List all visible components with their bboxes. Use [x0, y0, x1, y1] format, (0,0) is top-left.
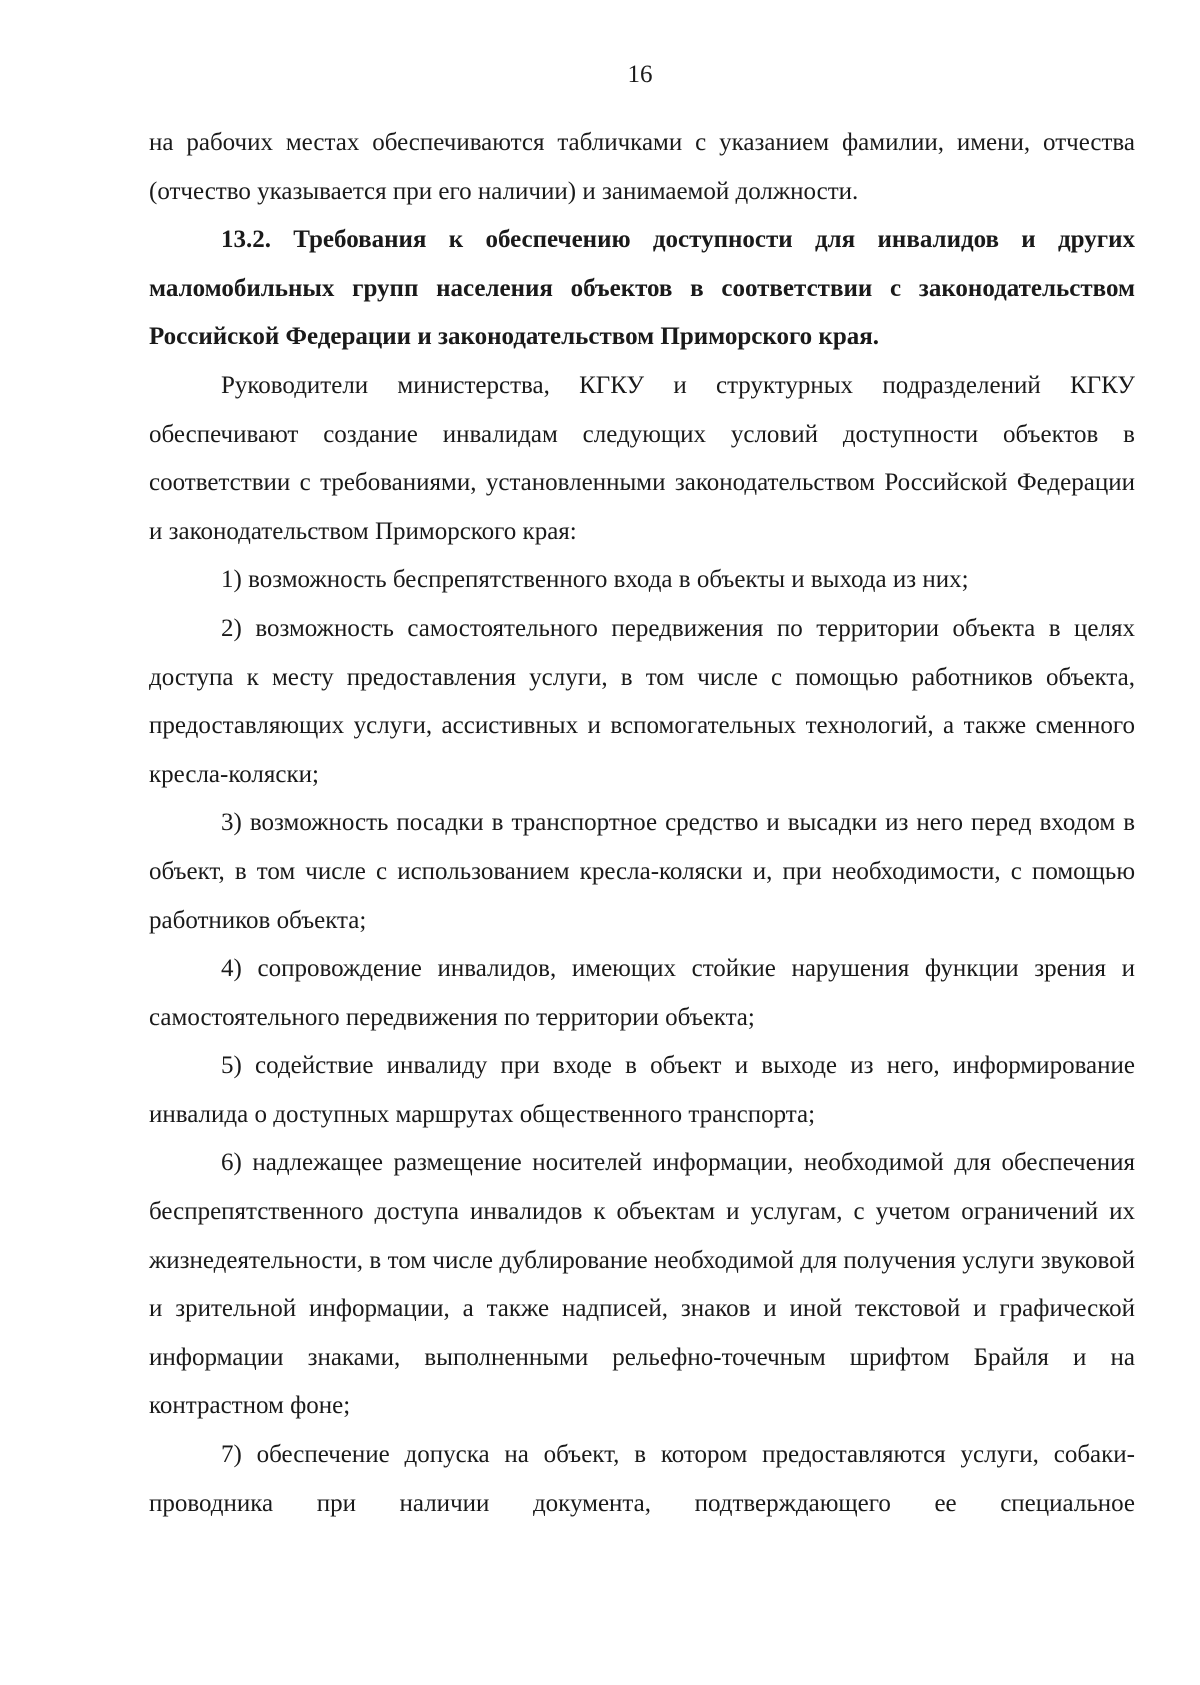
section-heading: 13.2. Требования к обеспечению доступности для инвалидов и других маломобильных групп населения объектов в соответствии с законодательством Российской Федерации и законодательством Приморского края.: [149, 226, 1135, 351]
document-body: [149, 119, 1135, 1528]
paragraph-continuation: на рабочих местах обеспечиваются табличками с указанием фамилии, имени, отчества (отчество указывается при его наличии) и занимаемой должности.: [149, 129, 1135, 205]
list-item-5: 5) содействие инвалиду при входе в объект и выходе из него, информирование инвалида о доступных маршрутах общественного транспорта;: [149, 1052, 1135, 1128]
list-item-2: 2) возможность самостоятельного передвижения по территории объекта в целях доступа к месту предоставления услуги, в том числе с помощью работников объекта, предоставляющих услуги, ассистивных и вспомогательных технологий, а также сменного кресла-коляски;: [149, 614, 1135, 788]
list-item-4: 4) сопровождение инвалидов, имеющих стойкие нарушения функции зрения и самостоятельного передвижения по территории объекта;: [149, 955, 1135, 1031]
paragraph-intro: Руководители министерства, КГКУ и структурных подразделений КГКУ обеспечивают создание инвалидам следующих условий доступности объектов в соответствии с требованиями, установленными законодательством Российской Федерации и законодательством Приморского края:: [149, 371, 1135, 545]
list-item-1: 1) возможность беспрепятственного входа в объекты и выхода из них;: [221, 566, 969, 594]
list-item-3: 3) возможность посадки в транспортное средство и высадки из него перед входом в объект, в том числе с использованием кресла-коляски и, при необходимости, с помощью работников объекта;: [149, 809, 1135, 934]
list-item-7: 7) обеспечение допуска на объект, в котором предоставляются услуги, собаки-проводника при наличии документа, подтверждающего ее специальное: [149, 1441, 1135, 1517]
page-number: 16: [627, 61, 653, 88]
list-item-6: 6) надлежащее размещение носителей информации, необходимой для обеспечения беспрепятственного доступа инвалидов к объектам и услугам, с учетом ограничений их жизнедеятельности, в том числе дублирование необходимой для получения услуги звуковой и зрительной информации, а также надписей, знаков и иной текстовой и графической информации знаками, выполненными рельефно-точечным шрифтом Брайля и на контрастном фоне;: [149, 1149, 1135, 1420]
